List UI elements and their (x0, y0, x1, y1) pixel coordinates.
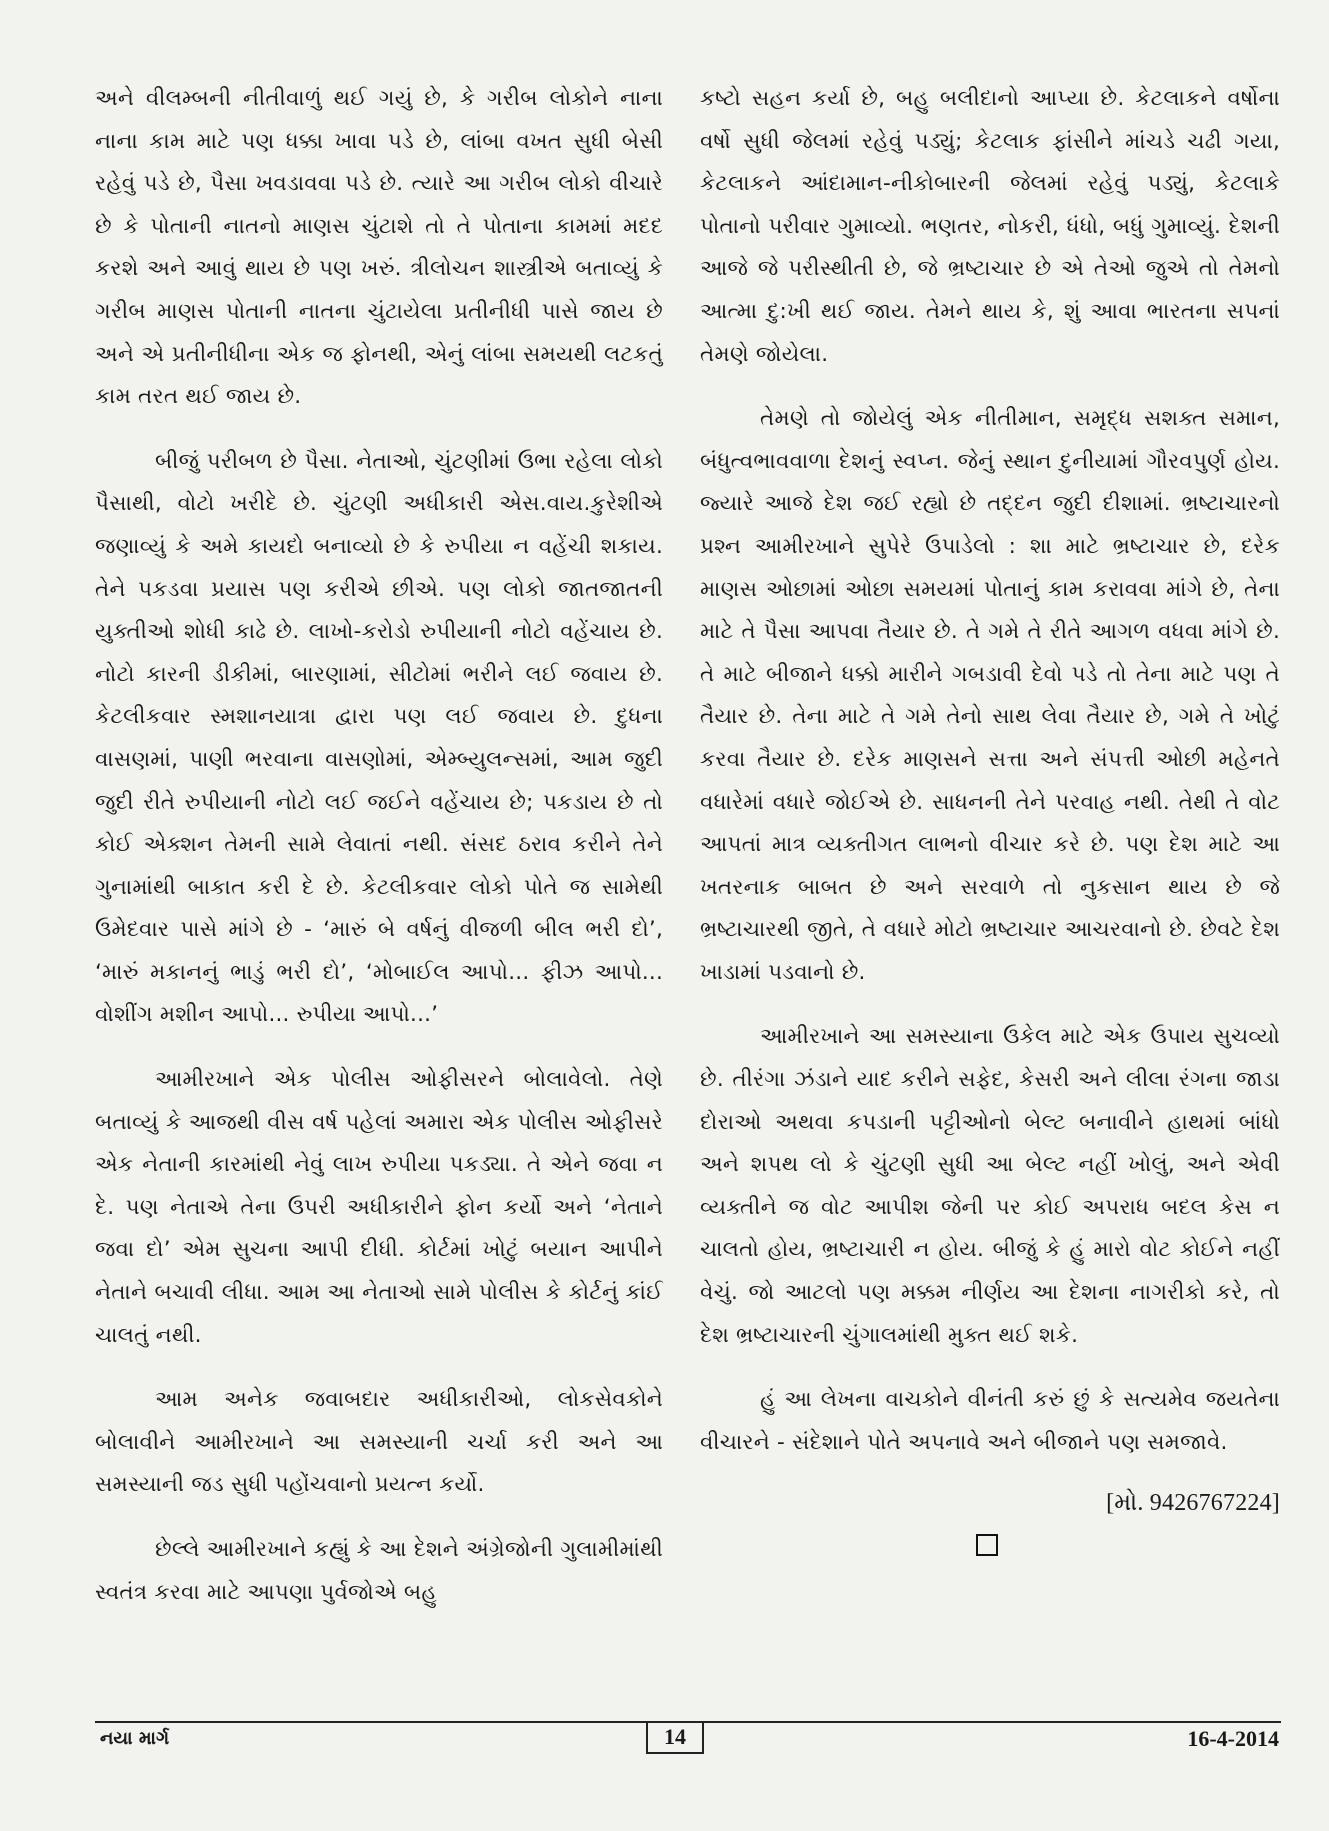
paragraph: અને વીલમ્બની નીતીવાળું થઈ ગયું છે, કે ગરીબ લોકોને નાના નાના કામ માટે પણ ધક્કા ખાવા પડે છે, લાંબા વખત સુધી બેસી રહેવું પડે છે, પૈસા ખવડાવવા પડે છે. ત્યારે આ ગરીબ લોકો વીચારે છે કે પોતાની નાતનો માણસ ચુંટાશે તો તે પોતાના કામમાં મદદ કરશે અને આવું થાય છે પણ ખરું. ત્રીલોચન શાસ્ત્રીએ બતાવ્યું કે ગરીબ માણસ પોતાની નાતના ચુંટાયેલા પ્રતીનીધી પાસે જાય છે અને એ પ્રતીનીધીના એક જ ફોનથી, એનું લાંબા સમયથી લટકતું કામ તરત થઈ જાય છે. (95, 86, 663, 410)
issue-date: 16-4-2014 (1187, 1726, 1279, 1751)
paragraph: કષ્ટો સહન કર્યા છે, બહુ બલીદાનો આપ્યા છે. કેટલાકને વર્ષોના વર્ષો સુધી જેલમાં રહેવું પડ્યું; કેટલાક ફાંસીને માંચડે ચઢી ગયા, કેટલાકને આંદામાન-નીકોબારની જેલમાં રહેવું પડ્યું, કેટલાકે પોતાનો પરીવાર ગુમાવ્યો. ભણતર, નોકરી, ધંધો, બધું ગુમાવ્યું. દેશની આજે જે પરીસ્થીતી છે, જે ભ્રષ્ટાચાર છે એ તેઓ જુએ તો તેમનો આત્મા દુ:ખી થઈ જાય. તેમને થાય કે, શું આવા ભારતના સપનાં તેમણે જોયેલા. (700, 86, 1280, 367)
paragraph: તેમણે તો જોયેલું એક નીતીમાન, સમૃદ્ધ સશક્ત સમાન, બંધુત્વભાવવાળા દેશનું સ્વપ્ન. જેનું સ્થાન દુનીયામાં ગૌરવપુર્ણ હોય. જ્યારે આજે દેશ જઈ રહ્યો છે તદ્દન જુદી દીશામાં. ભ્રષ્ટાચારનો પ્રશ્ન આમીરખાને સુપેરે ઉપાડેલો : શા માટે ભ્રષ્ટાચાર છે, દરેક માણસ ઓછામાં ઓછા સમયમાં પોતાનું કામ કરાવવા માંગે છે, તેના માટે તે પૈસા આપવા તૈયાર છે. તે ગમે તે રીતે આગળ વધવા માંગે છે. તે માટે બીજાને ધક્કો મારીને ગબડાવી દેવો પડે તો તેના માટે પણ તે તૈયાર છે. તેના માટે તે ગમે તેનો સાથ લેવા તૈયાર છે, ગમે તે ખોટું કરવા તૈયાર છે. દરેક માણસને સત્તા અને સંપત્તી ઓછી મહેનતે વધારેમાં વધારે જોઈએ છે. સાધનની તેને પરવાહ નથી. તેથી તે વોટ આપતાં માત્ર વ્યક્તીગત લાભનો વીચાર કરે છે. પણ દેશ માટે આ ખતરનાક બાબત છે અને સરવાળે તો નુકસાન થાય છે જે ભ્રષ્ટાચારથી જીતે, તે વધારે મોટો ભ્રષ્ટાચાર આચરવાનો છે. છેવટે દેશ ખાડામાં પડવાનો છે. (700, 406, 1280, 985)
magazine-name: નયા માર્ગ (100, 1728, 170, 1749)
left-column (95, 78, 663, 1636)
paragraph: આમીરખાને આ સમસ્યાના ઉકેલ માટે એક ઉપાય સુચવ્યો છે. તીરંગા ઝંડાને યાદ કરીને સફેદ, કેસરી અને લીલા રંગના જાડા દોરાઓ અથવા કપડાની પટ્ટીઓનો બેલ્ટ બનાવીને હાથમાં બાંધો અને શપથ લો કે ચુંટણી સુધી આ બેલ્ટ નહીં ખોલું, અને એવી વ્યક્તીને જ વોટ આપીશ જેની પર કોઈ અપરાધ બદલ કેસ ન ચાલતો હોય, ભ્રષ્ટાચારી ન હોય. બીજું કે હું મારો વોટ કોઈને નહીં વેચું. જો આટલો પણ મક્કમ નીર્ણય આ દેશના નાગરીકો કરે, તો દેશ ભ્રષ્ટાચારની ચુંગાલમાંથી મુક્ત થઈ શકે. (700, 1024, 1280, 1348)
author-phone-signature: [મો. 9426767224] (1106, 1490, 1280, 1517)
end-of-article-box-icon (976, 1534, 998, 1556)
paragraph: આમ અનેક જવાબદાર અધીકારીઓ, લોકસેવકોને બોલાવીને આમીરખાને આ સમસ્યાની ચર્ચા કરી અને આ સમસ્યાની જડ સુધી પહોંચવાનો પ્રયત્ન કર્યો. (95, 1387, 663, 1498)
paragraph: આમીરખાને એક પોલીસ ઓફીસરને બોલાવેલો. તેણે બતાવ્યું કે આજથી વીસ વર્ષ પહેલાં અમારા એક પોલીસ ઓફીસરે એક નેતાની કારમાંથી નેવું લાખ રુપીયા પકડ્યા. તે એને જવા ન દે. પણ નેતાએ તેના ઉપરી અધીકારીને ફોન કર્યો અને ‘નેતાને જવા દો’ એમ સુચના આપી દીધી. કોર્ટમાં ખોટું બયાન આપીને નેતાને બચાવી લીધા. આમ આ નેતાઓ સામે પોલીસ કે કોર્ટનું કાંઈ ચાલતું નથી. (95, 1067, 663, 1348)
paragraph: બીજું પરીબળ છે પૈસા. નેતાઓ, ચુંટણીમાં ઉભા રહેલા લોકો પૈસાથી, વોટો ખરીદે છે. ચુંટણી અધીકારી એસ.વાય.કુરેશીએ જણાવ્યું કે અમે કાયદો બનાવ્યો છે કે રુપીયા ન વહેંચી શકાય. તેને પકડવા પ્રયાસ પણ કરીએ છીએ. પણ લોકો જાતજાતની યુક્તીઓ શોધી કાઢે છે. લાખો-કરોડો રુપીયાની નોટો વહેંચાય છે. નોટો કારની ડીકીમાં, બારણામાં, સીટોમાં ભરીને લઈ જવાય છે. કેટલીકવાર સ્મશાનયાત્રા દ્વારા પણ લઈ જવાય છે. દુધના વાસણમાં, પાણી ભરવાના વાસણોમાં, એમ્બ્યુલન્સમાં, આમ જુદી જુદી રીતે રુપીયાની નોટો લઈ જઈને વહેંચાય છે; પકડાય છે તો કોઈ એક્શન તેમની સામે લેવાતાં નથી. સંસદ ઠરાવ કરીને તેને ગુનામાંથી બાકાત કરી દે છે. કેટલીકવાર લોકો પોતે જ સામેથી ઉમેદવાર પાસે માંગે છે - ‘મારું બે વર્ષનું વીજળી બીલ ભરી દો’, ‘મારું મકાનનું ભાડું ભરી દો’, ‘મોબાઈલ આપો... ફીઝ આપો... વોશીંગ મશીન આપો... રુપીયા આપો...’ (95, 448, 663, 1028)
page-number: 14 (646, 1722, 704, 1754)
paragraph: છેલ્લે આમીરખાને કહ્યું કે આ દેશને અંગ્રેજોની ગુલામીમાંથી સ્વતંત્ર કરવા માટે આપણા પુર્વજોએ બહુ (95, 1537, 663, 1605)
paragraph: હું આ લેખના વાચકોને વીનંતી કરું છું કે સત્યમેવ જયતેના વીચારને - સંદેશાને પોતે અપનાવે અને બીજાને પણ સમજાવે. (700, 1387, 1280, 1455)
right-column (700, 78, 1280, 1556)
